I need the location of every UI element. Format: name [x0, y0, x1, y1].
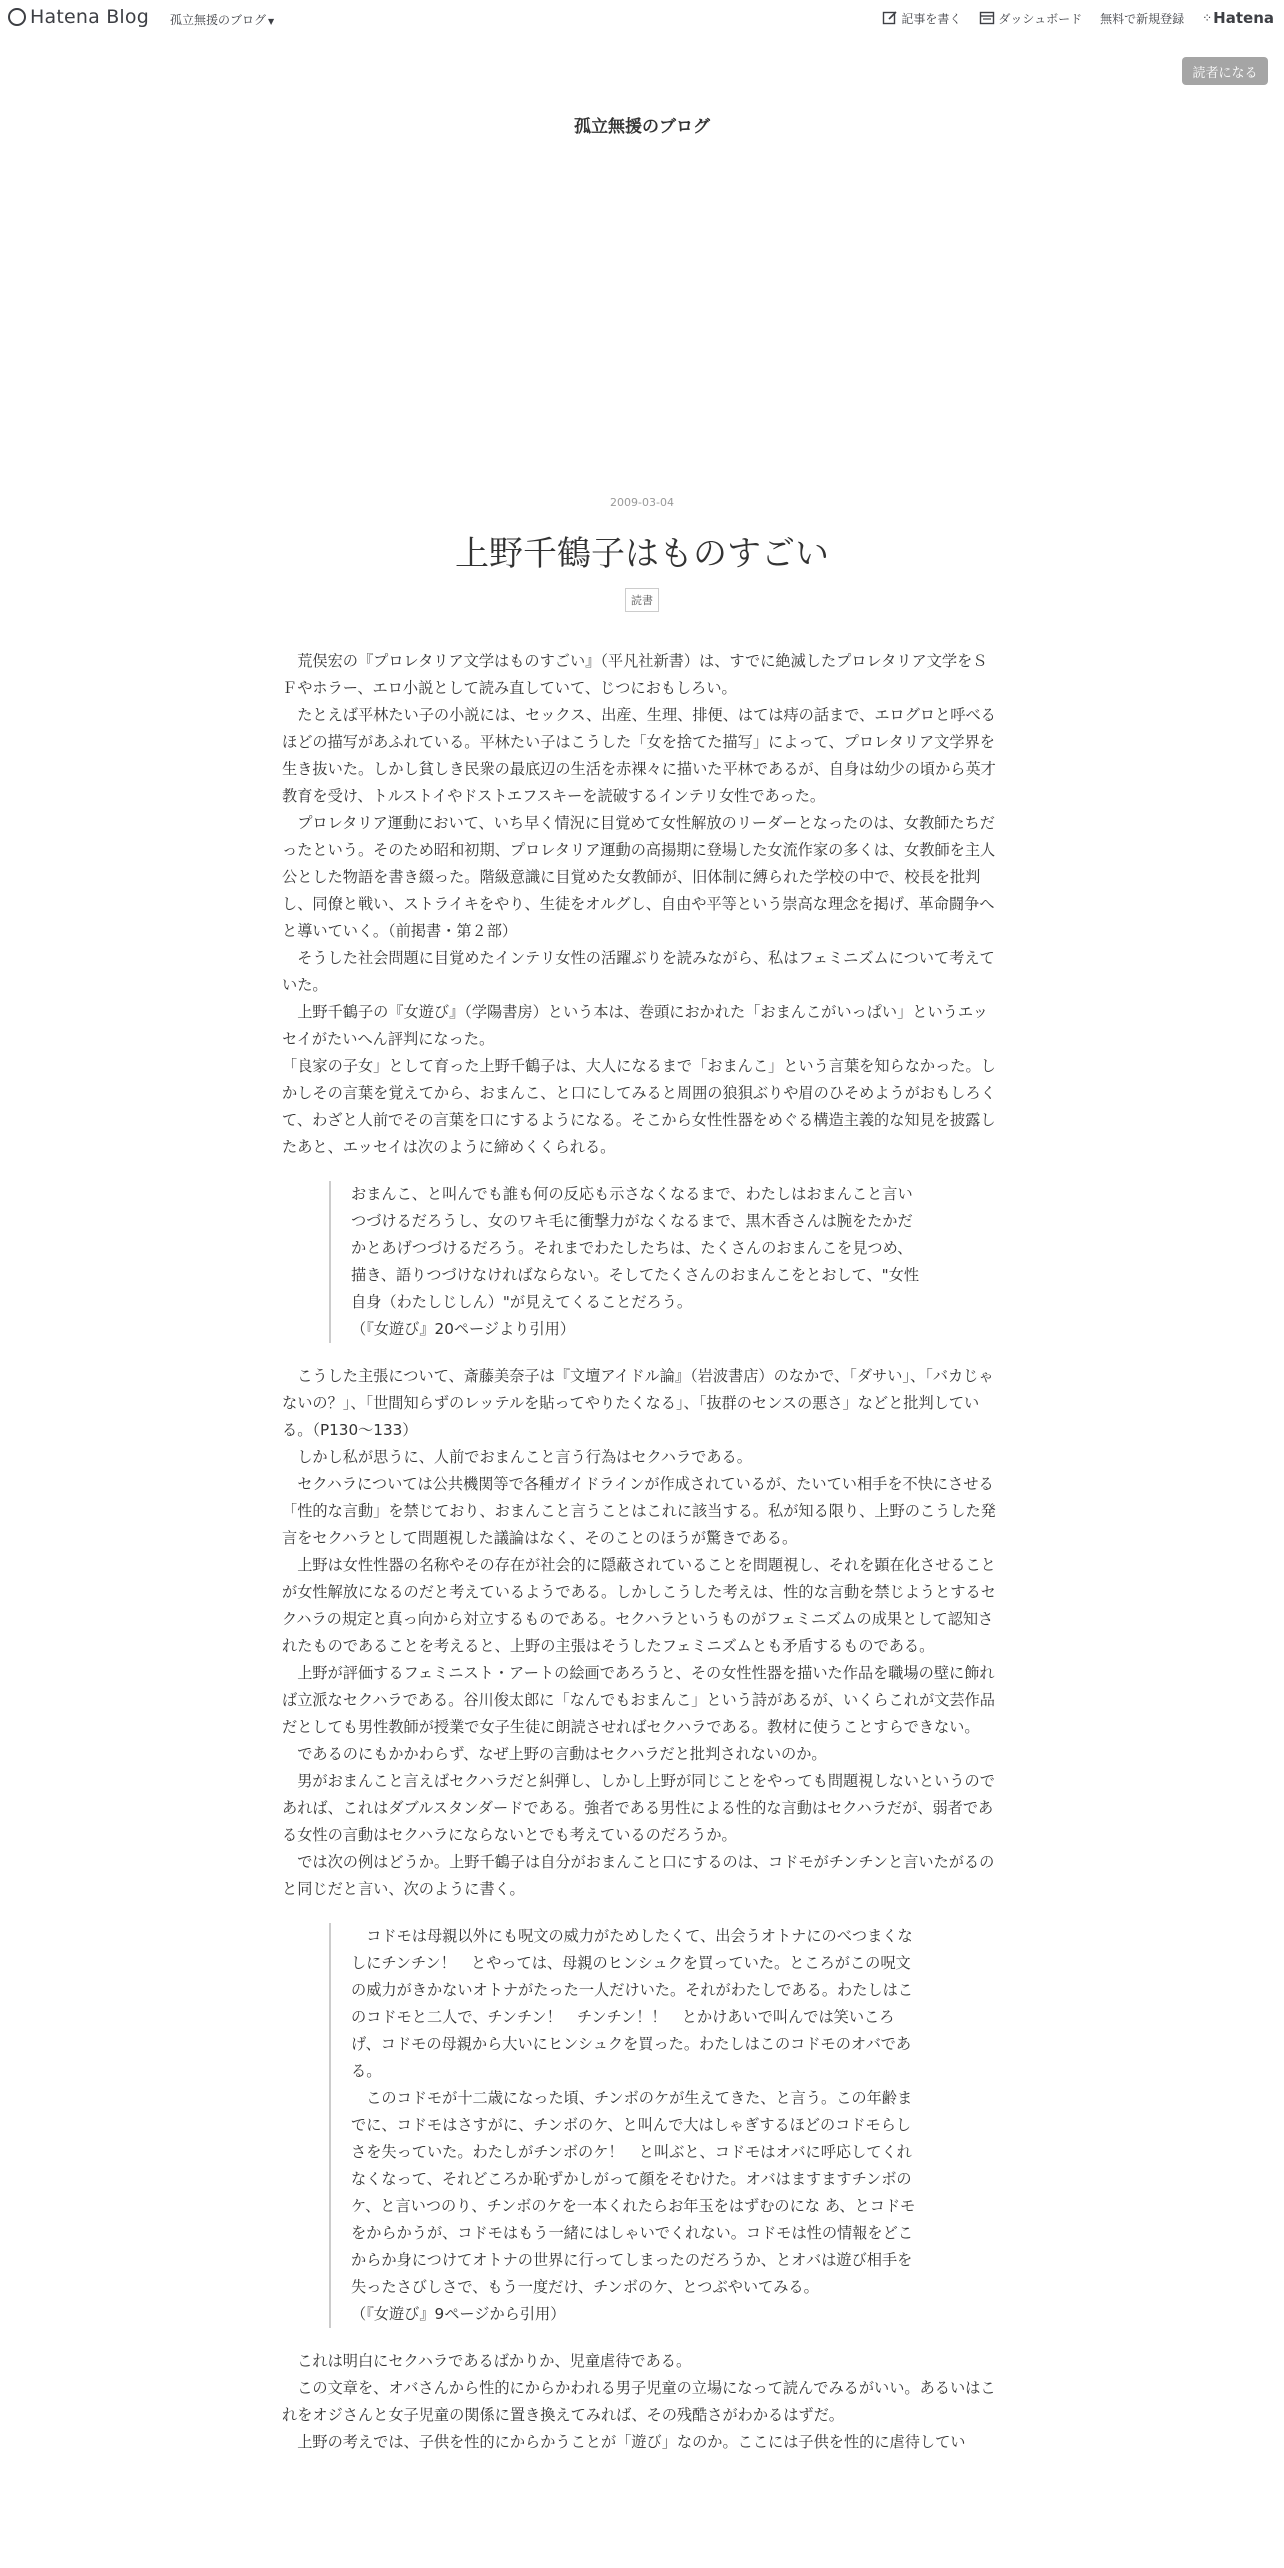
paragraph: 「良家の子女」として育った上野千鶴子は、大人になるまで「おまんこ」という言葉を知らなかった。しかしその言葉を覚えてから、おまんこ、と口にしてみると周囲の狼狽ぶりや眉のひそめようがおもしろくて、わざと人前でその言葉を口にするようになる。そこから女性性器をめぐる構造主義的な知見を披露したあと、エッセイは次のように締めくくられる。 — [282, 1057, 996, 1156]
quote-citation: （『女遊び』9ページから引用） — [351, 2305, 566, 2323]
paragraph: 男がおまんこと言えばセクハラだと糾弾し、しかし上野が同じことをやっても問題視しないというのであれば、これはダブルスタンダードである。強者である男性による性的な言動はセクハラだが、弱者である女性の言動はセクハラにならないとでも考えているのだろうか。 — [282, 1772, 995, 1844]
paragraph: 上野千鶴子の『女遊び』（学陽書房）という本は、巻頭におかれた「おまんこがいっぱい」というエッセイがたいへん評判になった。 — [282, 1003, 988, 1048]
paragraph: 荒俣宏の『プロレタリア文学はものすごい』（平凡社新書）は、すでに絶滅したプロレタリア文学をＳＦやホラー、エロ小説として読み直していて、じつにおもしろい。 — [282, 652, 988, 697]
paragraph: しかし私が思うに、人前でおまんこと言う行為はセクハラである。 — [282, 1448, 752, 1466]
blog-switcher[interactable] — [170, 11, 274, 28]
blockquote — [329, 1923, 919, 2328]
paragraph: たとえば平林たい子の小説には、セックス、出産、生理、排便、はては痔の話まで、エログロと呼べるほどの描写があふれている。平林たい子はこうした「女を捨てた描写」によって、プロレタリア文学界を生き抜いた。しかし貧しき民衆の最底辺の生活を赤裸々に描いた平林であるが、自身は幼少の頃から英才教育を受け、トルストイやドストエフスキーを読破するインテリ女性であった。 — [282, 706, 996, 805]
logo-text: Hatena Blog — [30, 6, 149, 28]
blog-title[interactable]: 孤立無援のブログ — [574, 117, 710, 137]
dashboard-link[interactable] — [979, 10, 1082, 27]
paragraph: セクハラについては公共機関等で各種ガイドラインが作成されているが、たいてい相手を不快にさせる「性的な言動」を禁じており、おまんこと言うことはこれに該当する。私が知る限り、上野のこうした発言をセクハラとして問題視した議論はなく、そのことのほうが驚きである。 — [282, 1475, 996, 1547]
hatena-blog-logo[interactable] — [8, 6, 149, 28]
hatena-label: Hatena — [1213, 9, 1274, 27]
subscribe-button[interactable]: 読者になる — [1182, 57, 1268, 85]
quote-citation: （『女遊び』20ページより引用） — [351, 1320, 576, 1338]
quote-text: おまんこ、と叫んでも誰も何の反応も示さなくなるまで、わたしはおまんこと言いつづけるだろうし、女のワキ毛に衝撃力がなくなるまで、黒木香さんは腕をたかだかとあげつづけるだろう。それまでわたしたちは、たくさんのおまんこを見つめ、描き、語りつづけなければならない。そしてたくさんのおまんこをとおして、"女性自身（わたしじしん）"が見えてくることだろう。 — [351, 1185, 920, 1311]
paragraph: そうした社会問題に目覚めたインテリ女性の活躍ぶりを読みながら、私はフェミニズムについて考えていた。 — [282, 949, 995, 994]
entry-categories — [0, 588, 1284, 612]
entry-title[interactable]: 上野千鶴子はものすごい — [455, 534, 829, 574]
paragraph: では次の例はどうか。上野千鶴子は自分がおまんこと口にするのは、コドモがチンチンと言いたがるのと同じだと言い、次のように書く。 — [282, 1853, 995, 1898]
category-tag[interactable]: 読書 — [625, 588, 659, 612]
paragraph: 上野の考えでは、子供を性的にからかうことが「遊び」なのか。ここには子供を性的に虐待してい — [282, 2433, 966, 2451]
edit-icon — [882, 10, 898, 26]
blockquote — [329, 1181, 919, 1343]
quote-text: このコドモが十二歳になった頃、チンボのケが生えてきた、と言う。この年齢までに、コドモはさすがに、チンボのケ、と叫んで大はしゃぎするほどのコドモらしさを失っていた。わたしがチンボのケ！ と叫ぶと、コドモはオバに呼応してくれなくなって、それどころか恥ずかしがって顔をそむけた。オバはますますチンボのケ、と言いつのり、チンボのケを一本くれたらお年玉をはずむのにな あ、とコドモをからかうが、コドモはもう一緒にはしゃいでくれない。コドモは性の情報をどこからか身につけてオトナの世界に行ってしまったのだろうか、とオバは遊び相手を失ったさびしさで、もう一度だけ、チンボのケ、とつぶやいてみる。 — [351, 2089, 916, 2296]
hatena-menu[interactable] — [1202, 9, 1274, 27]
write-entry-link[interactable] — [882, 10, 961, 27]
paragraph: 上野が評価するフェミニスト・アートの絵画であろうと、その女性性器を描いた作品を職場の壁に飾れば立派なセクハラである。谷川俊太郎に「なんでもおまんこ」という詩があるが、いくらこれが文芸作品だとしても男性教師が授業で女子生徒に朗読させればセクハラである。教材に使うことすらできない。 — [282, 1664, 995, 1736]
blog-switcher-label: 孤立無援のブログ — [170, 13, 267, 27]
hatena-logo-icon — [8, 8, 26, 26]
global-header — [0, 0, 1284, 38]
paragraph: プロレタリア運動において、いち早く情況に目覚めて女性解放のリーダーとなったのは、女教師たちだったという。そのため昭和初期、プロレタリア運動の高揚期に登場した女流作家の多くは、女教師を主人公とした物語を書き綴った。階級意識に目覚めた女教師が、旧体制に縛られた学校の中で、校長を批判し、同僚と戦い、ストライキをやり、生徒をオルグし、自由や平等という崇高な理念を掲げ、革命闘争へと導いていく。（前掲書・第２部） — [282, 814, 996, 940]
write-entry-label: 記事を書く — [901, 11, 962, 26]
paragraph: これは明白にセクハラであるばかりか、児童虐待である。 — [282, 2352, 692, 2370]
signup-label: 無料で新規登録 — [1100, 11, 1185, 26]
dashboard-icon — [979, 10, 995, 26]
entry-date[interactable]: 2009-03-04 — [610, 496, 674, 509]
paragraph: こうした主張について、斎藤美奈子は『文壇アイドル論』（岩波書店）のなかで、「ダサい」、「バカじゃないの？」、「世間知らずのレッテルを貼ってやりたくなる」、「抜群のセンスの悪さ」などと批判している。（P130〜133） — [282, 1367, 994, 1439]
header-actions — [864, 9, 1274, 27]
paragraph: この文章を、オバさんから性的にからかわれる男子児童の立場になって読んでみるがいい。あるいはこれをオジさんと女子児童の関係に置き換えてみれば、その残酷さがわかるはずだ。 — [282, 2379, 996, 2424]
dashboard-label: ダッシュボード — [998, 11, 1083, 26]
paragraph: 上野は女性性器の名称やその存在が社会的に隠蔽されていることを問題視し、それを顕在化させることが女性解放になるのだと考えているようである。しかしこうした考えは、性的な言動を禁じようとするセクハラの規定と真っ向から対立するものである。セクハラというものがフェミニズムの成果として認知されたものであることを考えると、上野の主張はそうしたフェミニズムとも矛盾するものである。 — [282, 1556, 996, 1655]
paragraph: であるのにもかかわらず、なぜ上野の言動はセクハラだと批判されないのか。 — [282, 1745, 827, 1763]
hatena-dots-icon: ⁘ — [1202, 11, 1211, 25]
quote-text: コドモは母親以外にも呪文の威力がためしたくて、出会うオトナにのべつまくなしにチンチン！ とやっては、母親のヒンシュクを買っていた。ところがこの呪文の威力がきかないオトナがたった一人だけいた。それがわたしである。わたしはこのコドモと二人で、チンチン！ チンチン！！ とかけあいで叫んでは笑いころげ、コドモの母親から大いにヒンシュクを買った。わたしはこのコドモのオバである。 — [351, 1927, 913, 2080]
caret-down-icon: ▼ — [268, 17, 275, 26]
entry-content — [282, 648, 1002, 2456]
signup-link[interactable] — [1100, 10, 1184, 27]
